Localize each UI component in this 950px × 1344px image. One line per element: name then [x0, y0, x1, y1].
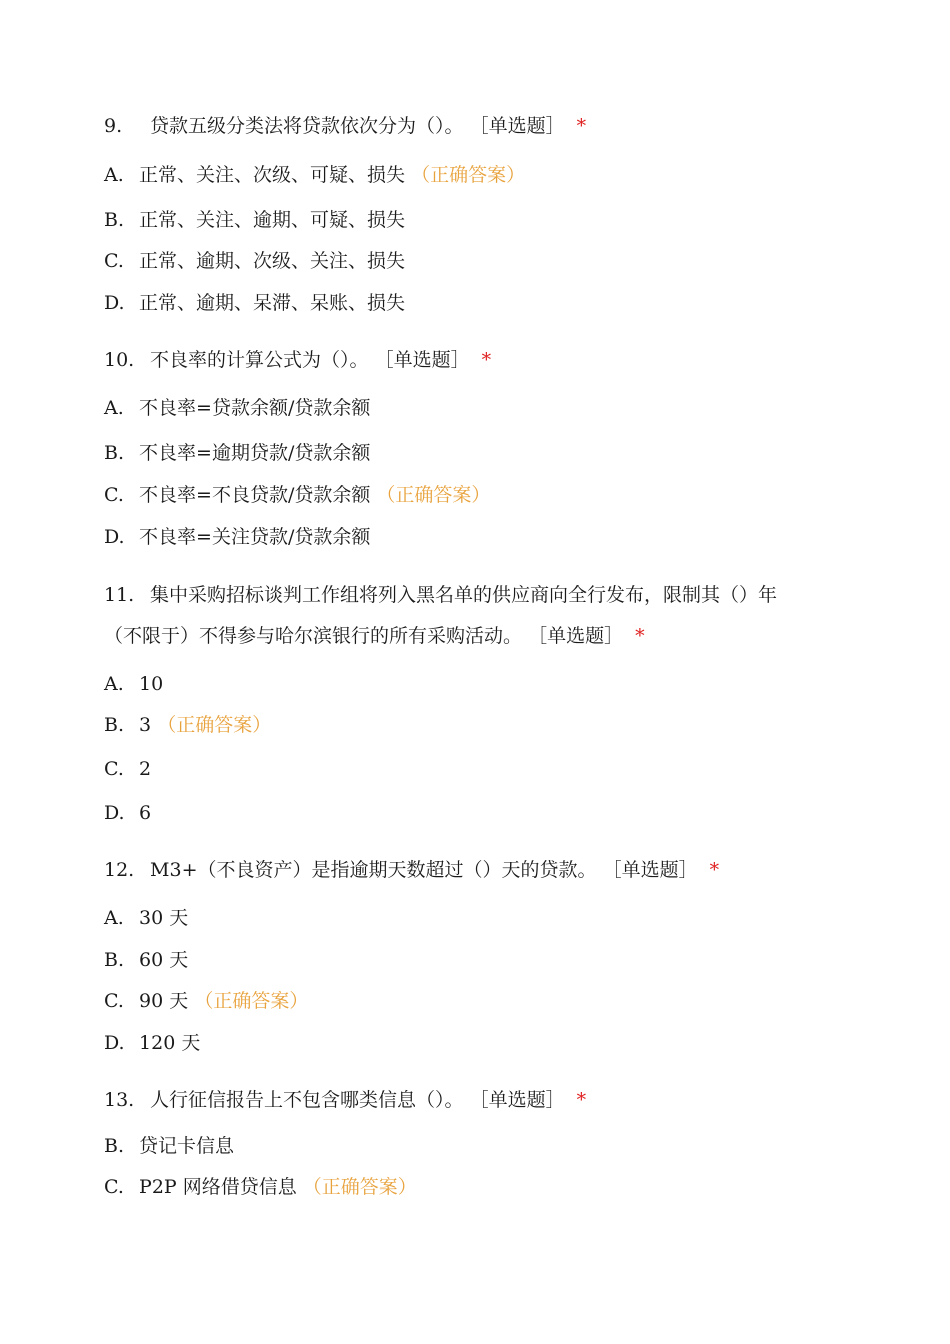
- question-type-label: ［单选题］: [469, 1089, 565, 1111]
- question-text: 不良率的计算公式为（）。: [150, 349, 369, 371]
- question-type-label: ［单选题］: [374, 349, 470, 371]
- correct-answer-mark: （正确答案）: [194, 990, 309, 1012]
- option-text: 不良率=逾期贷款/贷款余额: [139, 442, 371, 464]
- option-letter: A.: [104, 907, 124, 929]
- option-11-d[interactable]: [104, 801, 151, 825]
- question-text: M3+（不良资产）是指逾期天数超过（）天的贷款。: [150, 859, 597, 881]
- question-number: 13.: [104, 1089, 135, 1111]
- option-text: 6: [139, 802, 152, 824]
- option-text: 60 天: [139, 949, 189, 971]
- option-12-a[interactable]: [104, 906, 188, 930]
- question-type-label: ［单选题］: [528, 625, 624, 647]
- option-9-c[interactable]: [104, 249, 405, 273]
- option-11-a[interactable]: [104, 672, 163, 696]
- correct-answer-mark: （正确答案）: [157, 714, 272, 736]
- option-10-d[interactable]: [104, 525, 370, 549]
- option-text: 不良率=关注贷款/贷款余额: [139, 526, 371, 548]
- option-letter: B.: [104, 714, 125, 736]
- option-text: 120 天: [139, 1032, 201, 1054]
- question-9-title: [104, 114, 586, 138]
- question-text: 人行征信报告上不包含哪类信息（）。: [150, 1089, 464, 1111]
- option-letter: B.: [104, 1135, 125, 1157]
- option-9-d[interactable]: [104, 291, 405, 315]
- required-mark: *: [481, 349, 492, 371]
- question-text: 集中采购招标谈判工作组将列入黑名单的供应商向全行发布，限制其（）年: [150, 584, 778, 606]
- question-number: 10.: [104, 349, 135, 371]
- option-11-c[interactable]: [104, 757, 151, 781]
- question-text-continued: （不限于）不得参与哈尔滨银行的所有采购活动。: [104, 625, 523, 647]
- question-number: 9.: [104, 115, 123, 137]
- question-10-title: [104, 348, 491, 372]
- option-text: 正常、逾期、次级、关注、损失: [139, 250, 406, 272]
- option-text: 不良率=贷款余额/贷款余额: [139, 397, 371, 419]
- question-text: 贷款五级分类法将贷款依次分为（）。: [150, 115, 464, 137]
- option-10-c[interactable]: [104, 483, 490, 507]
- option-12-d[interactable]: [104, 1031, 200, 1055]
- option-letter: B.: [104, 442, 125, 464]
- question-number: 11.: [104, 584, 135, 606]
- correct-answer-mark: （正确答案）: [302, 1176, 417, 1198]
- option-letter: C.: [104, 484, 124, 506]
- option-letter: D.: [104, 802, 125, 824]
- option-letter: D.: [104, 1032, 125, 1054]
- option-12-c[interactable]: [104, 989, 308, 1013]
- option-text: 30 天: [139, 907, 189, 929]
- option-text: 不良率=不良贷款/贷款余额: [139, 484, 371, 506]
- option-text: P2P 网络借贷信息: [139, 1176, 297, 1198]
- option-text: 贷记卡信息: [139, 1135, 235, 1157]
- option-text: 正常、关注、次级、可疑、损失: [139, 164, 406, 186]
- option-letter: B.: [104, 209, 125, 231]
- option-text: 90 天: [139, 990, 189, 1012]
- option-letter: D.: [104, 292, 125, 314]
- option-13-c[interactable]: [104, 1175, 417, 1199]
- correct-answer-mark: （正确答案）: [376, 484, 491, 506]
- option-letter: C.: [104, 990, 124, 1012]
- option-13-b[interactable]: [104, 1134, 234, 1158]
- option-letter: A.: [104, 164, 124, 186]
- option-9-b[interactable]: [104, 208, 405, 232]
- required-mark: *: [576, 1089, 587, 1111]
- option-text: 2: [139, 758, 152, 780]
- required-mark: *: [709, 859, 720, 881]
- option-letter: C.: [104, 250, 124, 272]
- question-number: 12.: [104, 859, 135, 881]
- option-letter: A.: [104, 673, 124, 695]
- question-12-title: [104, 858, 719, 882]
- option-12-b[interactable]: [104, 948, 188, 972]
- option-9-a[interactable]: [104, 163, 525, 187]
- option-text: 正常、逾期、呆滞、呆账、损失: [139, 292, 406, 314]
- required-mark: *: [576, 115, 587, 137]
- question-11-title-line-1: [104, 583, 777, 607]
- option-letter: D.: [104, 526, 125, 548]
- correct-answer-mark: （正确答案）: [411, 164, 526, 186]
- question-type-label: ［单选题］: [469, 115, 565, 137]
- option-text: 10: [139, 673, 164, 695]
- option-letter: B.: [104, 949, 125, 971]
- option-letter: C.: [104, 758, 124, 780]
- required-mark: *: [635, 625, 645, 647]
- option-text: 正常、关注、逾期、可疑、损失: [139, 209, 406, 231]
- option-letter: C.: [104, 1176, 124, 1198]
- question-11-title-line-2: [104, 624, 645, 648]
- option-11-b[interactable]: [104, 713, 271, 737]
- question-type-label: ［单选题］: [602, 859, 698, 881]
- option-10-b[interactable]: [104, 441, 370, 465]
- question-13-title: [104, 1088, 586, 1112]
- option-letter: A.: [104, 397, 124, 419]
- option-10-a[interactable]: [104, 396, 370, 420]
- option-text: 3: [139, 714, 152, 736]
